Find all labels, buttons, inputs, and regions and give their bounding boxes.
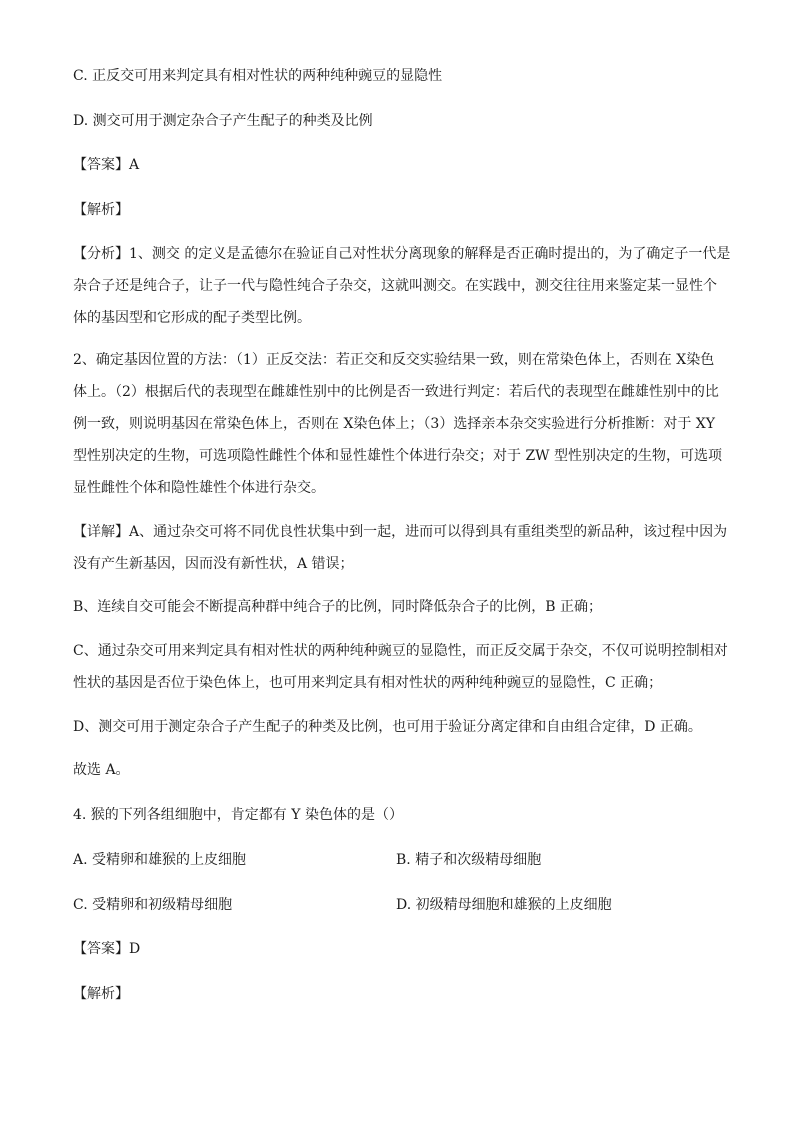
option-a: A. 受精卵和雄猴的上皮细胞 <box>73 852 247 868</box>
option-c: C. 受精卵和初级精母细胞 <box>73 897 233 913</box>
option-c-text: C. 正反交可用来判定具有相对性状的两种纯种豌豆的显隐性 <box>73 68 443 84</box>
method-paragraph-line: 型性别决定的生物，可选项隐性雌性个体和显性雄性个体进行杂交；对于 ZW 型性别决定的生物，可选项 <box>73 448 723 464</box>
detail-d-line: D、测交可用于测定杂合子产生配子的种类及比例，也可用于验证分离定律和自由组合定律，D 正确。 <box>73 719 702 735</box>
option-d: D. 初级精母细胞和雄猴的上皮细胞 <box>396 897 612 913</box>
detail-c-line: 性状的基因是否位于染色体上，也可用来判定具有相对性状的两种纯种豌豆的显隐性，C 正确； <box>73 675 663 691</box>
option-b: B. 精子和次级精母细胞 <box>396 852 542 868</box>
detail-paragraph-line: 【详解】A、通过杂交可将不同优良性状集中到一起，进而可以得到具有重组类型的新品种，该过程中因为 <box>73 524 728 540</box>
option-d-text: D. 测交可用于测定杂合子产生配子的种类及比例 <box>73 113 373 129</box>
method-paragraph-line: 例一致，则说明基因在常染色体上，否则在 X染色体上；（3）选择亲本杂交实验进行分析推断：对于 XY <box>73 416 715 432</box>
analysis-paragraph-line: 【分析】1、测交 的定义是孟德尔在验证自己对性状分离现象的解释是否正确时提出的，为了确定子一代是 <box>73 246 731 262</box>
analysis-paragraph-line: 杂合子还是纯合子，让子一代与隐性纯合子杂交，这就叫测交。在实践中，测交往往用来鉴定某一显性个 <box>73 278 717 294</box>
question-4-stem: 4. 猴的下列各组细胞中，肯定都有 Y 染色体的是（） <box>73 807 403 823</box>
method-paragraph-line: 显性雌性个体和隐性雄性个体进行杂交。 <box>73 480 325 496</box>
analysis-heading: 【解析】 <box>73 202 129 218</box>
detail-b-line: B、连续自交可能会不断提高种群中纯合子的比例，同时降低杂合子的比例，B 正确； <box>73 599 603 615</box>
choice-summary: 故选 A。 <box>73 762 130 778</box>
analysis-paragraph-line: 体的基因型和它形成的配子类型比例。 <box>73 310 311 326</box>
answer-label: 【答案】A <box>73 157 140 173</box>
method-paragraph-line: 体上。（2）根据后代的表现型在雌雄性别中的比例是否一致进行判定：若后代的表现型在雌雄性别中的比 <box>73 384 719 400</box>
answer-label: 【答案】D <box>73 941 141 957</box>
detail-c-line: C、通过杂交可用来判定具有相对性状的两种纯种豌豆的显隐性，而正反交属于杂交，不仅可说明控制相对 <box>73 643 728 659</box>
detail-paragraph-line: 没有产生新基因，因而没有新性状，A 错误； <box>73 556 354 572</box>
method-paragraph-line: 2、确定基因位置的方法：（1）正反交法：若正交和反交实验结果一致，则在常染色体上，否则在 X染色 <box>73 352 715 368</box>
analysis-heading: 【解析】 <box>73 986 129 1002</box>
